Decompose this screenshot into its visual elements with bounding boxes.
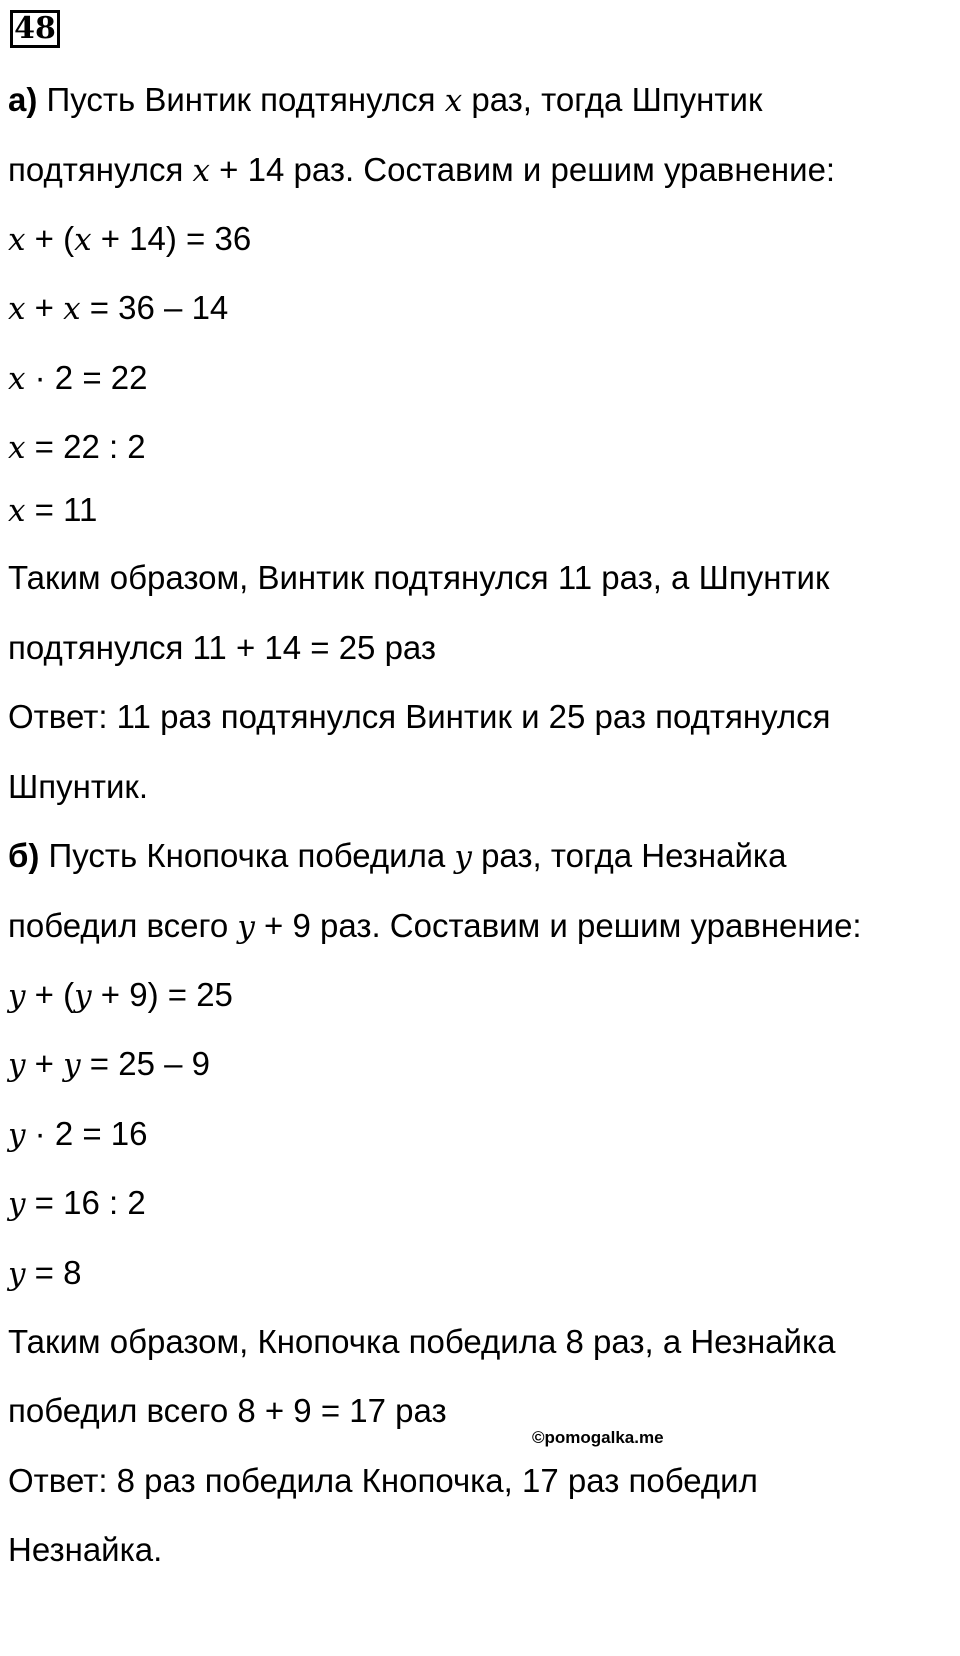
part-a-equation-3 <box>8 358 147 399</box>
text-run: = 11 <box>25 491 98 528</box>
part-b-equation-5 <box>8 1253 81 1294</box>
variable-x: x <box>8 493 26 529</box>
part-a-conclusion-line-1: Таким образом, Винтик подтянулся 11 раз, а Шпунтик <box>8 559 830 596</box>
text-run: + ( <box>25 220 75 257</box>
part-a-conclusion-line-2: подтянулся 11 + 14 = 25 раз <box>8 629 437 666</box>
text-run: = 36 – 14 <box>80 289 229 326</box>
text-run: · 2 = 16 <box>25 1115 148 1152</box>
text-run: + 14 раз. Составим и решим уравнение: <box>210 151 836 188</box>
text-run: = 8 <box>25 1254 82 1291</box>
site-watermark: ©pomogalka.me <box>532 1428 664 1447</box>
part-a-answer-line-1: Ответ: 11 раз подтянулся Винтик и 25 раз подтянулся <box>8 698 831 735</box>
variable-x: x <box>8 291 26 327</box>
task-number-box <box>10 10 60 48</box>
variable-y: y <box>454 839 472 875</box>
part-a-equation-2 <box>8 288 228 329</box>
variable-y: y <box>8 978 26 1014</box>
text-run: раз, тогда Незнайка <box>471 837 787 874</box>
variable-y: y <box>8 1117 26 1153</box>
text-run: победил всего <box>8 907 238 944</box>
part-b-answer-line-1: Ответ: 8 раз победила Кнопочка, 17 раз победил <box>8 1462 758 1499</box>
part-a-equation-4 <box>8 427 146 468</box>
variable-x: x <box>444 83 463 119</box>
part-b-intro-line-2 <box>8 906 862 947</box>
variable-x: x <box>8 430 26 466</box>
part-b-answer-line-2: Незнайка. <box>8 1531 163 1568</box>
variable-x: x <box>74 222 92 258</box>
part-b-equation-3 <box>8 1114 148 1155</box>
variable-x: x <box>63 291 81 327</box>
text-run: + <box>25 289 64 326</box>
text-run: · 2 = 22 <box>25 359 148 396</box>
variable-y: y <box>63 1047 81 1083</box>
variable-y: y <box>8 1256 26 1292</box>
part-b-equation-2 <box>8 1044 210 1085</box>
variable-y: y <box>237 909 255 945</box>
text-run: = 16 : 2 <box>25 1184 146 1221</box>
variable-y: y <box>74 978 92 1014</box>
text-run: Пусть Кнопочка победила <box>39 837 455 874</box>
part-a-equation-5 <box>8 490 97 531</box>
text-run: + ( <box>25 976 75 1013</box>
part-a-equation-1 <box>8 219 251 260</box>
part-a-intro-line-1 <box>8 80 762 121</box>
text-run: = 22 : 2 <box>25 428 146 465</box>
part-b-intro-line-1 <box>8 836 786 877</box>
part-b-label: б) <box>8 837 40 874</box>
part-a-intro-line-2 <box>8 150 835 191</box>
variable-x: x <box>192 153 211 189</box>
text-run: + 9 раз. Составим и решим уравнение: <box>254 907 862 944</box>
part-a-answer-line-2: Шпунтик. <box>8 768 148 805</box>
part-b-equation-4 <box>8 1183 146 1224</box>
text-run: + <box>25 1045 64 1082</box>
task-number: 48 <box>14 11 56 46</box>
variable-x: x <box>8 222 26 258</box>
variable-y: y <box>8 1047 26 1083</box>
text-run: + 9) = 25 <box>91 976 233 1013</box>
part-b-conclusion-line-2: победил всего 8 + 9 = 17 раз <box>8 1392 447 1429</box>
variable-x: x <box>8 361 26 397</box>
text-run: подтянулся <box>8 151 193 188</box>
text-run: = 25 – 9 <box>80 1045 210 1082</box>
variable-y: y <box>8 1186 26 1222</box>
text-run: раз, тогда Шпунтик <box>462 81 763 118</box>
part-a-label: а) <box>8 81 38 118</box>
text-run: + 14) = 36 <box>91 220 252 257</box>
part-b-conclusion-line-1: Таким образом, Кнопочка победила 8 раз, а Незнайка <box>8 1323 836 1360</box>
part-b-equation-1 <box>8 975 233 1016</box>
text-run: Пусть Винтик подтянулся <box>37 81 445 118</box>
